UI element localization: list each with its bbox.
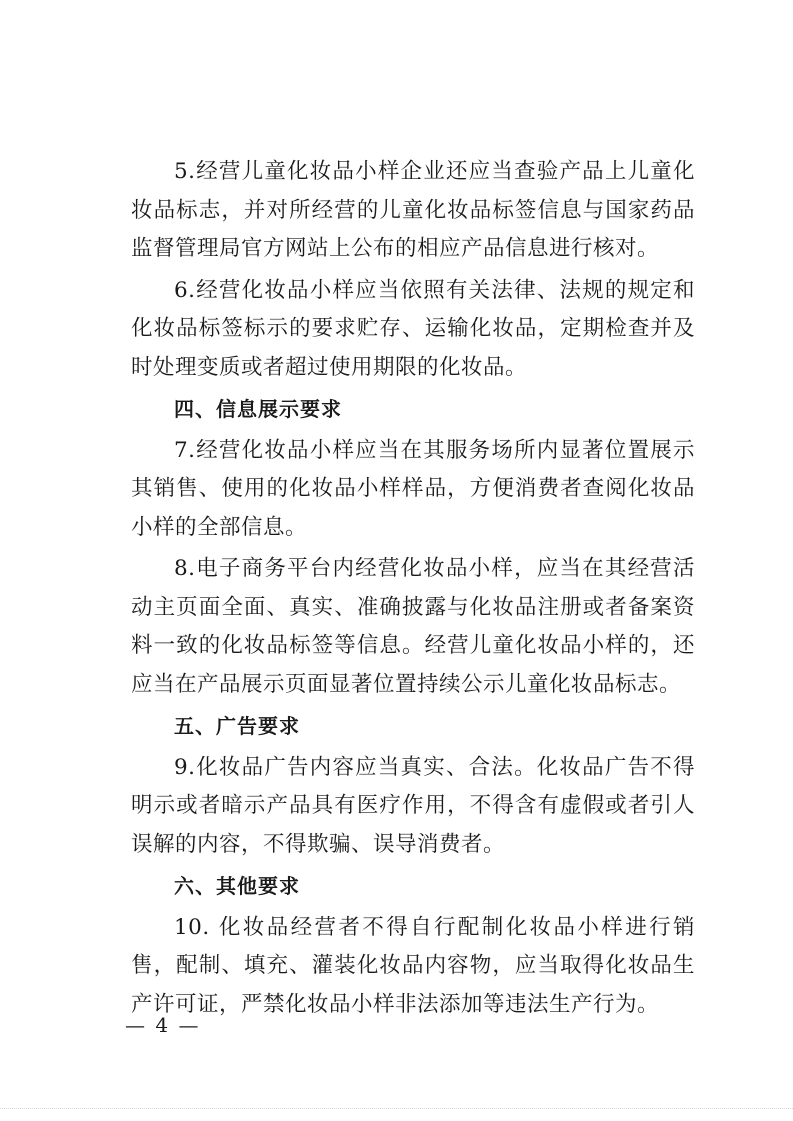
section-heading-6: 六、其他要求 bbox=[174, 874, 300, 898]
paragraph-9: 9.化妆品广告内容应当真实、合法。化妆品广告不得明示或者暗示产品具有医疗作用，不得含有虚假或者引人误解的内容，不得欺骗、误导消费者。 bbox=[131, 754, 695, 857]
section-heading-5: 五、广告要求 bbox=[174, 714, 300, 738]
page-number: — 4 — bbox=[125, 1013, 201, 1037]
paragraph-10: 10. 化妆品经营者不得自行配制化妆品小样进行销售，配制、填充、灌装化妆品内容物，应当取得化妆品生产许可证，严禁化妆品小样非法添加等违法生产行为。 bbox=[131, 914, 695, 1017]
paragraph-7: 7.经营化妆品小样应当在其服务场所内显著位置展示其销售、使用的化妆品小样样品，方便消费者查阅化妆品小样的全部信息。 bbox=[131, 437, 695, 540]
paragraph-6: 6.经营化妆品小样应当依照有关法律、法规的规定和化妆品标签标示的要求贮存、运输化妆品，定期检查并及时处理变质或者超过使用期限的化妆品。 bbox=[131, 277, 695, 380]
paragraph-8: 8.电子商务平台内经营化妆品小样，应当在其经营活动主页面全面、真实、准确披露与化妆品注册或者备案资料一致的化妆品标签等信息。经营儿童化妆品小样的，还应当在产品展示页面显著位置持续公示儿童化妆品标志。 bbox=[131, 556, 695, 697]
page-bottom-edge bbox=[0, 1108, 793, 1110]
paragraph-5: 5.经营儿童化妆品小样企业还应当查验产品上儿童化妆品标志，并对所经营的儿童化妆品标签信息与国家药品监督管理局官方网站上公布的相应产品信息进行核对。 bbox=[131, 159, 695, 261]
document-body bbox=[131, 153, 695, 1027]
section-heading-4: 四、信息展示要求 bbox=[174, 397, 342, 421]
